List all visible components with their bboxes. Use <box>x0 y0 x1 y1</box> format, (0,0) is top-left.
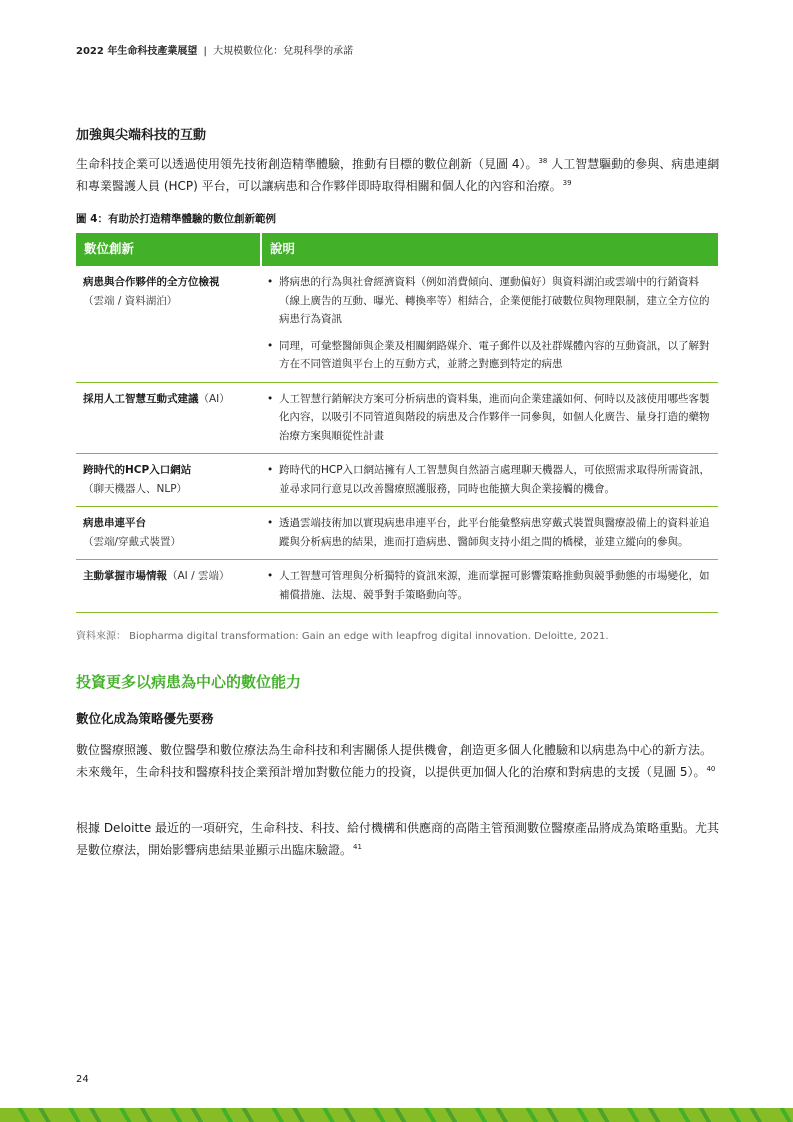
innovation-subtitle: （AI / 雲端） <box>167 570 230 582</box>
description-list <box>265 514 712 551</box>
paragraph-text: 人工智慧驅動的參與、病患連網和專業醫護人員 (HCP) 平台，可以讓病患和合作夥伴即時取得相關和個人化的內容和治療。 <box>76 157 720 193</box>
innovation-cell <box>76 454 261 507</box>
table-row <box>76 382 718 454</box>
body-paragraph <box>76 817 721 861</box>
table-row <box>76 560 718 613</box>
figure-source: 資料來源： Biopharma digital transformation: Gain an edge with leapfrog digital innovation. Deloitte, 2021. <box>76 631 609 642</box>
innovation-cell <box>76 560 261 613</box>
description-bullet: • 跨時代的HCP入口網站擁有人工智慧與自然語言處理聊天機器人，可依照需求取得所需資訊，並尋求同行意見以改善醫療照護服務，同時也能擴大與企業接觸的機會。 <box>265 461 712 498</box>
innovation-cell <box>76 382 261 454</box>
innovation-subtitle: （聊天機器人、NLP） <box>83 482 188 495</box>
innovation-subtitle: （雲端/穿戴式裝置） <box>83 535 182 548</box>
paragraph-text: 數位醫療照護、數位醫學和數位療法為生命科技和利害關係人提供機會，創造更多個人化體驗和以病患為中心的新方法。未來幾年，生命科技和醫療科技企業預計增加對數位能力的投資，以提供更加個人化的治療和對病患的支援（見圖 5）。 <box>76 743 713 779</box>
description-bullet: • 人工智慧可管理與分析獨特的資訊來源，進而掌握可影響策略推動與競爭動態的市場變化，如補償措施、法規、競爭對手策略動向等。 <box>265 567 712 604</box>
innovation-table <box>76 233 718 613</box>
description-bullet: • 透過雲端技術加以實現病患串連平台，此平台能彙整病患穿戴式裝置與醫療設備上的資料並追蹤與分析病患的結果，進而打造病患、醫師與支持小組之間的橋樑，並建立縱向的參與。 <box>265 514 712 551</box>
table-row <box>76 454 718 507</box>
description-cell <box>261 507 718 560</box>
body-paragraph <box>76 153 721 197</box>
innovation-cell <box>76 266 261 382</box>
innovation-title: 主動掌握市場情報 <box>83 570 167 582</box>
description-cell <box>261 454 718 507</box>
footnote-ref[interactable]: 38 <box>538 157 548 165</box>
innovation-cell <box>76 507 261 560</box>
running-header <box>76 42 353 57</box>
description-list <box>265 567 712 604</box>
section-heading-main: 投資更多以病患為中心的數位能力 <box>76 673 302 691</box>
figure-title: 圖 4：有助於打造精準體驗的數位創新範例 <box>76 213 276 225</box>
description-cell <box>261 266 718 382</box>
section-subheading: 數位化成為策略優先要務 <box>76 711 214 726</box>
report-subtitle: 大規模數位化：兌現科學的承諾 <box>213 46 354 57</box>
innovation-title: 病患串連平台 <box>83 517 146 529</box>
column-header-innovation: 數位創新 <box>76 233 261 266</box>
page-number: 24 <box>76 1074 89 1085</box>
innovation-subtitle: （AI） <box>198 392 230 405</box>
column-header-description: 說明 <box>261 233 718 266</box>
description-bullet: • 同理，可彙整醫師與企業及相關網路媒介、電子郵件以及社群媒體內容的互動資訊，以了解對方在不同管道與平台上的互動方式，並將之對應到特定的病患 <box>265 337 712 374</box>
description-bullet: • 將病患的行為與社會經濟資料（例如消費傾向、運動偏好）與資料湖泊或雲端中的行銷資料（線上廣告的互動、曝光、轉換率等）相結合，企業便能打破數位與物理限制，建立全方位的病患行為資訊 <box>265 273 712 329</box>
table-header-row <box>76 233 718 266</box>
footnote-ref[interactable]: 39 <box>562 179 572 187</box>
description-bullet: • 人工智慧行銷解決方案可分析病患的資料集，進而向企業建議如何、何時以及該使用哪些客製化內容，以吸引不同管道與階段的病患及合作夥伴一同參與，如個人化廣告、量身打造的藥物治療方案與順從性計畫 <box>265 390 712 446</box>
description-cell <box>261 560 718 613</box>
paragraph-text: 根據 Deloitte 最近的一項研究，生命科技、科技、給付機構和供應商的高階主管預測數位醫療產品將成為策略重點。尤其是數位療法，開始影響病患結果並顯示出臨床驗證。 <box>76 821 720 857</box>
innovation-title: 採用人工智慧互動式建議 <box>83 392 199 405</box>
description-list <box>265 273 712 374</box>
innovation-title: 跨時代的HCP入口網站 <box>83 464 192 476</box>
table-row <box>76 266 718 382</box>
innovation-subtitle: （雲端 / 資料湖泊） <box>83 294 178 307</box>
description-list <box>265 461 712 498</box>
innovation-title: 病患與合作夥伴的全方位檢視 <box>83 276 220 288</box>
report-title: 2022 年生命科技產業展望 <box>76 46 198 57</box>
description-list <box>265 390 712 446</box>
footnote-ref[interactable]: 41 <box>353 843 362 851</box>
section-heading: 加強與尖端科技的互動 <box>76 128 207 143</box>
paragraph-text: 生命科技企業可以透過使用領先技術創造精準體驗，推動有目標的數位創新（見圖 4）。 <box>76 157 538 171</box>
table-row <box>76 507 718 560</box>
description-cell <box>261 382 718 454</box>
header-separator: | <box>203 46 207 57</box>
body-paragraph <box>76 739 721 783</box>
footnote-ref[interactable]: 40 <box>706 765 716 773</box>
footer-stripe-band <box>0 1108 793 1122</box>
